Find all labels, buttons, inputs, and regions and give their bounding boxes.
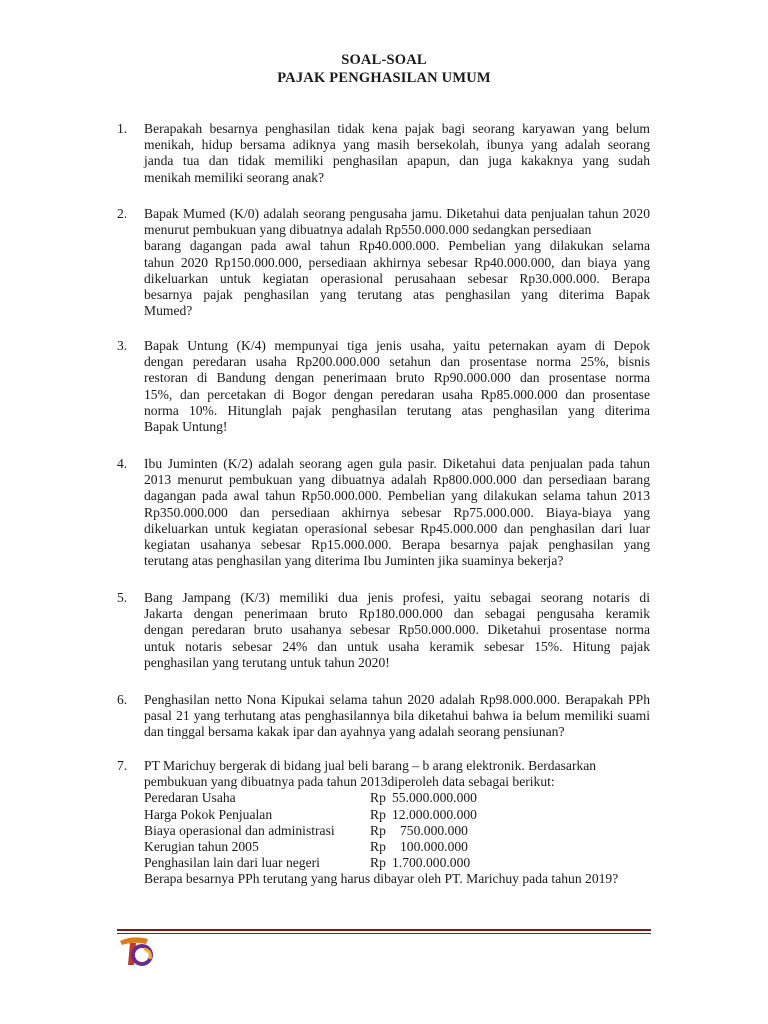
text-line: penghasilan yang terutang untuk tahun 2020! xyxy=(144,654,390,670)
financial-data-table xyxy=(144,790,650,871)
text-line: Rp350.000.000 dan persediaan akhirnya sebesar Rp75.000.000. Biaya-biaya yang xyxy=(144,504,650,520)
text-line: PT Marichuy bergerak di bidang jual beli barang – b arang elektronik. Berdasarkan xyxy=(144,758,597,773)
question-1 xyxy=(117,121,650,186)
text-line: Berapakah besarnya penghasilan tidak kena pajak bagi seorang karyawan yang belum xyxy=(144,121,650,136)
row-label: Peredaran Usaha xyxy=(144,790,236,806)
row-currency: Rp xyxy=(370,806,386,822)
footer-rule xyxy=(117,929,651,931)
table-row xyxy=(144,823,650,839)
question-number: 7. xyxy=(117,758,128,773)
text-line: menikah, hidup bersama adiknya yang masih bersekolah, ibunya yang adalah seorang xyxy=(144,137,650,153)
text-line: dengan peredaran usaha Rp200.000.000 setahun dan prosentase norma 25%, bisnis xyxy=(144,354,650,370)
text-line: tahun 2020 Rp150.000.000, persediaan akhirnya sebesar Rp40.000.000, dan biaya yang xyxy=(144,254,650,270)
text-line: janda tua dan tidak memiliki penghasilan apapun, dan juga kakaknya yang sudah xyxy=(144,153,650,169)
text-line: Bang Jampang (K/3) memiliki dua jenis profesi, yaitu sebagai seorang notaris di xyxy=(144,590,650,605)
text-line: untuk notaris sebesar 24% dan untuk usaha keramik sebesar 15%. Hitung pajak xyxy=(144,638,650,654)
text-line: barang dagangan pada awal tahun Rp40.000.000. Pembelian yang dilakukan selama xyxy=(144,238,650,254)
question-7 xyxy=(117,758,650,888)
text-line: Jakarta dengan penerimaan bruto Rp180.000.000 dan sebagai pengusaha keramik xyxy=(144,606,650,622)
table-row xyxy=(144,790,650,806)
question-2 xyxy=(117,206,650,319)
question-text xyxy=(144,456,650,569)
question-number: 5. xyxy=(117,590,128,605)
text-line: menurut pembukuan yang dibuatnya adalah Rp550.000.000 sedangkan persediaan xyxy=(144,222,592,238)
question-number: 6. xyxy=(117,692,128,707)
text-line: kegiatan usahanya sebesar Rp15.000.000. Berapa besarnya pajak penghasilan yang xyxy=(144,537,650,553)
row-amount: 12.000.000.000 xyxy=(392,806,477,822)
row-label: Biaya operasional dan administrasi xyxy=(144,822,335,838)
question-text xyxy=(144,692,650,741)
row-currency: Rp xyxy=(370,822,386,838)
text-line: dan tinggal bersama kakak ipar dan ayahnya yang adalah seorang pensiunan? xyxy=(144,724,565,740)
text-line: Bapak Untung (K/4) mempunyai tiga jenis usaha, yaitu peternakan ayam di Depok xyxy=(144,338,650,353)
text-line: Berapa besarnya PPh terutang yang harus dibayar oleh PT. Marichuy pada tahun 2019? xyxy=(144,871,619,887)
text-line: 15%, dan percetakan di Bogor dengan peredaran usaha Rp85.000.000 dan prosentase xyxy=(144,386,650,402)
table-row xyxy=(144,855,650,871)
question-5 xyxy=(117,590,650,671)
page-subtitle: PAJAK PENGHASILAN UMUM xyxy=(277,70,491,86)
text-line: Bapak Untung! xyxy=(144,419,228,435)
question-text xyxy=(144,206,650,319)
footer-rule-thin xyxy=(117,933,651,934)
text-line: terutang atas penghasilan yang diterima Ibu Juminten jika suaminya bekerja? xyxy=(144,553,564,569)
row-amount: 55.000.000.000 xyxy=(392,790,477,806)
text-line: pembukuan yang dibuatnya pada tahun 2013diperoleh data sebagai berikut: xyxy=(144,774,555,790)
row-currency: Rp xyxy=(370,839,386,855)
question-4 xyxy=(117,456,650,569)
question-number: 2. xyxy=(117,206,128,221)
page-title: SOAL-SOAL xyxy=(341,52,427,68)
question-6 xyxy=(117,692,650,741)
question-3 xyxy=(117,338,650,435)
question-text xyxy=(144,121,650,186)
text-line: pasal 21 yang terhutang atas penghasilannya bila diketahui bahwa ia belum memiliki suami xyxy=(144,708,650,724)
row-amount: 1.700.000.000 xyxy=(392,855,471,871)
text-line: restoran di Bandung dengan penerimaan bruto Rp90.000.000 dan prosentase norma xyxy=(144,370,650,386)
question-number: 3. xyxy=(117,338,128,353)
question-text xyxy=(144,590,650,671)
row-amount: 100.000.000 xyxy=(400,839,468,855)
question-closing xyxy=(144,871,650,887)
table-row xyxy=(144,839,650,855)
row-label: Kerugian tahun 2005 xyxy=(144,839,259,855)
question-text xyxy=(144,758,650,790)
text-line: Mumed? xyxy=(144,303,193,319)
text-line: norma 10%. Hitunglah pajak penghasilan terutang atas penghasilan yang diterima xyxy=(144,402,650,418)
row-amount: 750.000.000 xyxy=(400,822,468,838)
row-label: Penghasilan lain dari luar negeri xyxy=(144,855,320,871)
text-line: menikah memiliki seorang anak? xyxy=(144,169,325,185)
question-text xyxy=(144,338,650,435)
text-line: Penghasilan netto Nona Kipukai selama tahun 2020 adalah Rp98.000.000. Berapakah PPh xyxy=(144,692,650,707)
publisher-logo-icon xyxy=(114,935,158,969)
text-line: dagangan pada awal tahun Rp50.000.000. Pembelian yang dilakukan selama tahun 2013 xyxy=(144,488,650,504)
text-line: dikeluarkan untuk kegiatan operasional perusahaan sebesar Rp30.000.000. Berapa xyxy=(144,270,650,286)
table-row xyxy=(144,807,650,823)
row-currency: Rp xyxy=(370,855,386,871)
question-number: 4. xyxy=(117,456,128,471)
row-label: Harga Pokok Penjualan xyxy=(144,806,273,822)
row-currency: Rp xyxy=(370,790,386,806)
text-line: dengan peredaran bruto usahanya sebesar Rp50.000.000. Diketahui prosentase norma xyxy=(144,622,650,638)
text-line: Ibu Juminten (K/2) adalah seorang agen gula pasir. Diketahui data penjualan pada tahun xyxy=(144,456,650,471)
text-line: Bapak Mumed (K/0) adalah seorang pengusaha jamu. Diketahui data penjualan tahun 2020 xyxy=(144,206,650,221)
question-number: 1. xyxy=(117,121,128,136)
text-line: dikeluarkan untuk kegiatan operasional sebesar Rp45.000.000 dan penghasilan dari luar xyxy=(144,520,650,536)
text-line: besarnya pajak penghasilan yang terutang atas penghasilan yang diterima Bapak xyxy=(144,287,650,303)
text-line: 2013 menurut pembukuan yang dibuatnya adalah Rp800.000.000 dan persediaan barang xyxy=(144,472,650,488)
